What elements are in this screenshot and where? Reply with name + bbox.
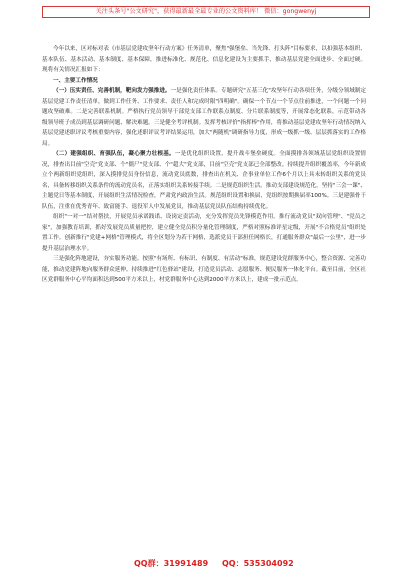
qq-group-number: QQ群：31991489 — [134, 559, 209, 568]
subsection-2-paragraph — [42, 149, 366, 212]
subsection-1-body: 一是强化责任体系。专题研究"五基三化"攻坚年行动各项任务，分级分领域制定基层党建工作责任清单，做到工作任务、工作要求、责任人和完成时限"四明确"。确保一个节点一个节点往前推进，一个问题一个问题攻坚破难。二是完善联系机制。严格执行党员领导干部党支部工作联系点制度、分片联系制度等，开展常态化联系，示范带动各级领导班子成员到基层调研问题、解决难题。三是健全考评机制。发挥考核评价"指挥棒"作用，将推动基层党建攻坚年行动情况纳入基层党建述职评议考核重要内容，强化述职评议考评结果运用，加大"两随机"调研指导力度，形成一级抓一级、层层抓落实的工作格局。 — [42, 88, 366, 147]
document-body — [42, 44, 366, 286]
qq-number: QQ：535304092 — [222, 559, 294, 568]
subsection-2-body: 一是优化组织设置，提升战斗堡垒硬度。全面摸排各领域基层党组织设置情况，排查出目前"空壳"党支部、个"僵尸"党支部、个"超大"党支部，目前"空壳"党支部已全部整改。持续提升组织覆盖率，今年新成立个两新组织党组织，深入摸排党员身份信息，流动党员底数，排查出在机关、企事业单位工作6个月以上具未转组织关系的党员名，具备转移组织关系条件的流动党员名，正落实组织关系转接手续。二是规范组织生活，推动支部建设规范化。坚持"三会一课"、主题党日等基本制度，开展组织生活情况检查，严肃党内政治生活。规范组织设置和换届，党组织按期换届率100%。三是建强骨干队伍，注重在优秀青年、致富能手、退役军人中发展党员，推动基层党员队伍结构持续优化。 — [42, 151, 366, 210]
subsection-2-continued: 组织"一对一"结对帮扶，开展党员承诺践诺、设岗定责活动，充分发挥党员先锋模范作用。推行流动党员"双向管理"、"党员之家"，加强教育培训，抓好发展党员质量把控，建立健全党员积分量化管理制度，严格对照标准评星定级，开展"不合格党员"组织处置工作。创新推行"党建+网格"管理模式，将全区划分为若干网格，选派党员干部担任网格长，打通服务群众"最后一公里"，进一步提升基层治理水平。 — [42, 214, 366, 252]
subsection-1-title: （一）压实责任、完善机制，靶向发力强推进。 — [53, 88, 171, 94]
intro-paragraph: 今年以来，区对标对表《市基层党建攻坚年行动方案》任务清单，聚焦"强堡垒、当先锋、打头阵"目标要求，以扣强基本组织、基本队伍、基本活动、基本制度、基本保障，推进标准化、规范化、信息化建设为主要抓手，推动基层党建全面进步、全面过硬。现将有关情况汇报如下： — [42, 46, 366, 73]
section-heading: 一、主要工作情况 — [53, 77, 98, 84]
subsection-2-title: （二）建强组织、育强队伍，凝心聚力壮根基。 — [53, 151, 175, 157]
subsection-1-paragraph — [42, 86, 366, 149]
subsection-2-closing: 三是强化阵地建设，夯实服务功能。按照"有场所、有标识、有制度、有活动"标准，规范建设党群服务中心，整合资源、完善功能，推动党建阵地向服务群众延伸。持续推进"红色驿站"建设，打造党员活动、志愿服务、便民服务一体化平台。截至目前，全区社区党群服务中心平均面积达到500平方米以上，村党群服务中心达到2000平方米以上，建成一批示范点。 — [42, 256, 366, 283]
notice-banner: 关注头条号"公文研究"，获得最新最全最专业的公文资料库！ 微信：gongwenyj — [42, 6, 370, 18]
